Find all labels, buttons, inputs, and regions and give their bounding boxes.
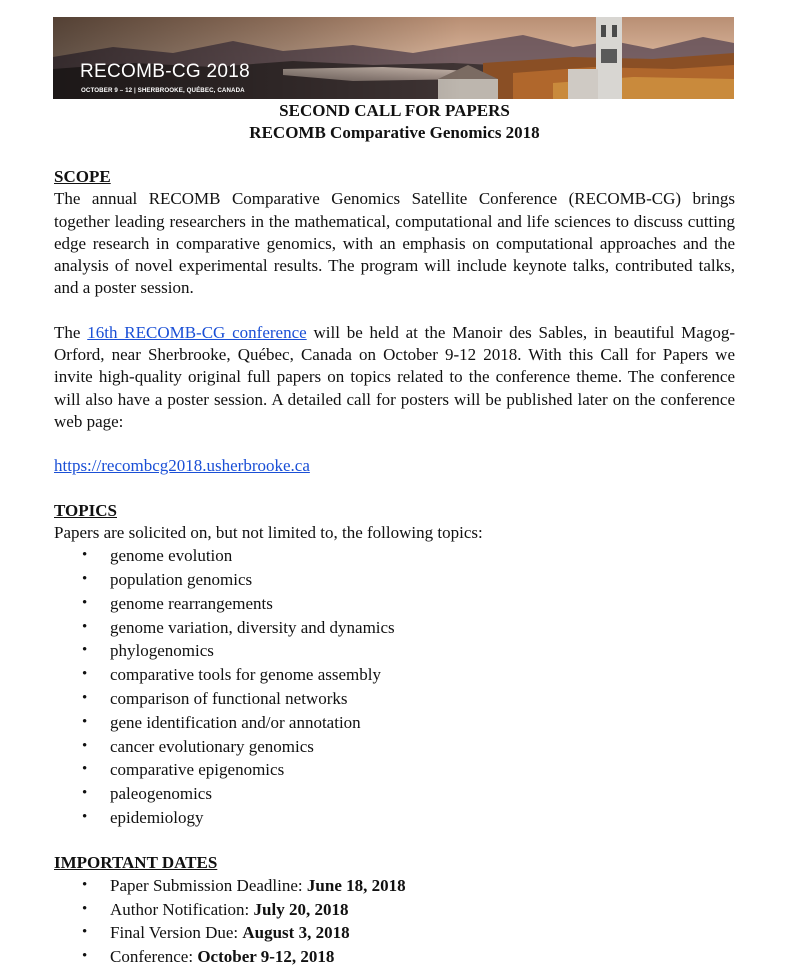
document-body	[54, 100, 735, 968]
paragraph-text: will be held at the Manoir des Sables, in beautiful Magog-Orford, near Sherbrooke, Québec, Canada on October 9-12 2018. With this Call for Papers we invite high-quality original full papers on topics related to the conference theme. The conference will also have a poster session. A detailed call for posters will be published later on the conference web page:	[54, 322, 736, 431]
bullet-icon: •	[82, 947, 88, 964]
conference-url-link[interactable]: https://recombcg2018.usherbrooke.ca	[54, 456, 310, 476]
list-item: • genome variation, diversity and dynamics	[54, 616, 735, 640]
date-value: June 18, 2018	[306, 876, 406, 896]
list-item: • phylogenomics	[54, 639, 735, 663]
date-item	[54, 874, 735, 898]
dates-list	[54, 874, 735, 968]
topics-list	[54, 544, 735, 830]
bullet-icon: •	[82, 547, 88, 564]
bullet-icon: •	[82, 594, 88, 611]
banner-title: RECOMB-CG 2018	[80, 61, 250, 82]
topics-heading: TOPICS	[54, 500, 117, 520]
bullet-icon: •	[82, 642, 88, 659]
bullet-icon: •	[82, 618, 88, 635]
conference-link[interactable]: 16th RECOMB-CG conference	[87, 322, 307, 342]
banner-subtitle: OCTOBER 9 – 12 | SHERBROOKE, QUÉBEC, CANADA	[81, 87, 245, 94]
list-item: • epidemiology	[54, 806, 735, 830]
list-item: • genome evolution	[54, 544, 735, 568]
date-item	[54, 921, 735, 945]
paragraph-prefix: The	[54, 322, 88, 342]
bullet-icon: •	[82, 761, 88, 778]
list-item: • gene identification and/or annotation	[54, 711, 735, 735]
bullet-icon: •	[82, 808, 88, 825]
topics-intro: Papers are solicited on, but not limited to, the following topics:	[54, 522, 483, 542]
date-value: July 20, 2018	[253, 899, 349, 919]
scope-paragraph: The annual RECOMB Comparative Genomics Satellite Conference (RECOMB-CG) brings together leading researchers in the mathematical, computational and life sciences to discuss cutting edge research in comparative genomics, with an emphasis on computational approaches and the analysis of novel experimental results. The program will include keynote talks, contributed talks, and a poster session.	[54, 189, 735, 298]
date-label: Author Notification:	[110, 899, 254, 919]
list-item: • comparative epigenomics	[54, 758, 735, 782]
scope-heading: SCOPE	[54, 167, 111, 186]
bullet-icon: •	[82, 924, 88, 941]
conference-banner	[53, 17, 734, 99]
conference-name: RECOMB Comparative Genomics 2018	[249, 123, 540, 142]
dates-heading: IMPORTANT DATES	[54, 852, 218, 872]
list-item: • paleogenomics	[54, 782, 735, 806]
list-item: • comparative tools for genome assembly	[54, 663, 735, 687]
date-label: Paper Submission Deadline:	[110, 876, 307, 896]
bullet-icon: •	[82, 570, 88, 587]
conference-paragraph	[54, 322, 735, 433]
list-item: • genome rearrangements	[54, 592, 735, 616]
date-value: August 3, 2018	[242, 923, 350, 943]
call-title: SECOND CALL FOR PAPERS	[279, 101, 510, 120]
list-item: • comparison of functional networks	[54, 687, 735, 711]
bullet-icon: •	[82, 737, 88, 754]
bullet-icon: •	[82, 713, 88, 730]
date-value: October 9-12, 2018	[197, 946, 335, 966]
list-item: • population genomics	[54, 568, 735, 592]
date-item	[54, 945, 735, 969]
bullet-icon: •	[82, 900, 88, 917]
date-item	[54, 898, 735, 922]
bullet-icon: •	[82, 689, 88, 706]
bullet-icon: •	[82, 877, 88, 894]
bullet-icon: •	[82, 785, 88, 802]
list-item: • cancer evolutionary genomics	[54, 735, 735, 759]
bullet-icon: •	[82, 666, 88, 683]
date-label: Conference:	[110, 946, 198, 966]
date-label: Final Version Due:	[110, 923, 243, 943]
